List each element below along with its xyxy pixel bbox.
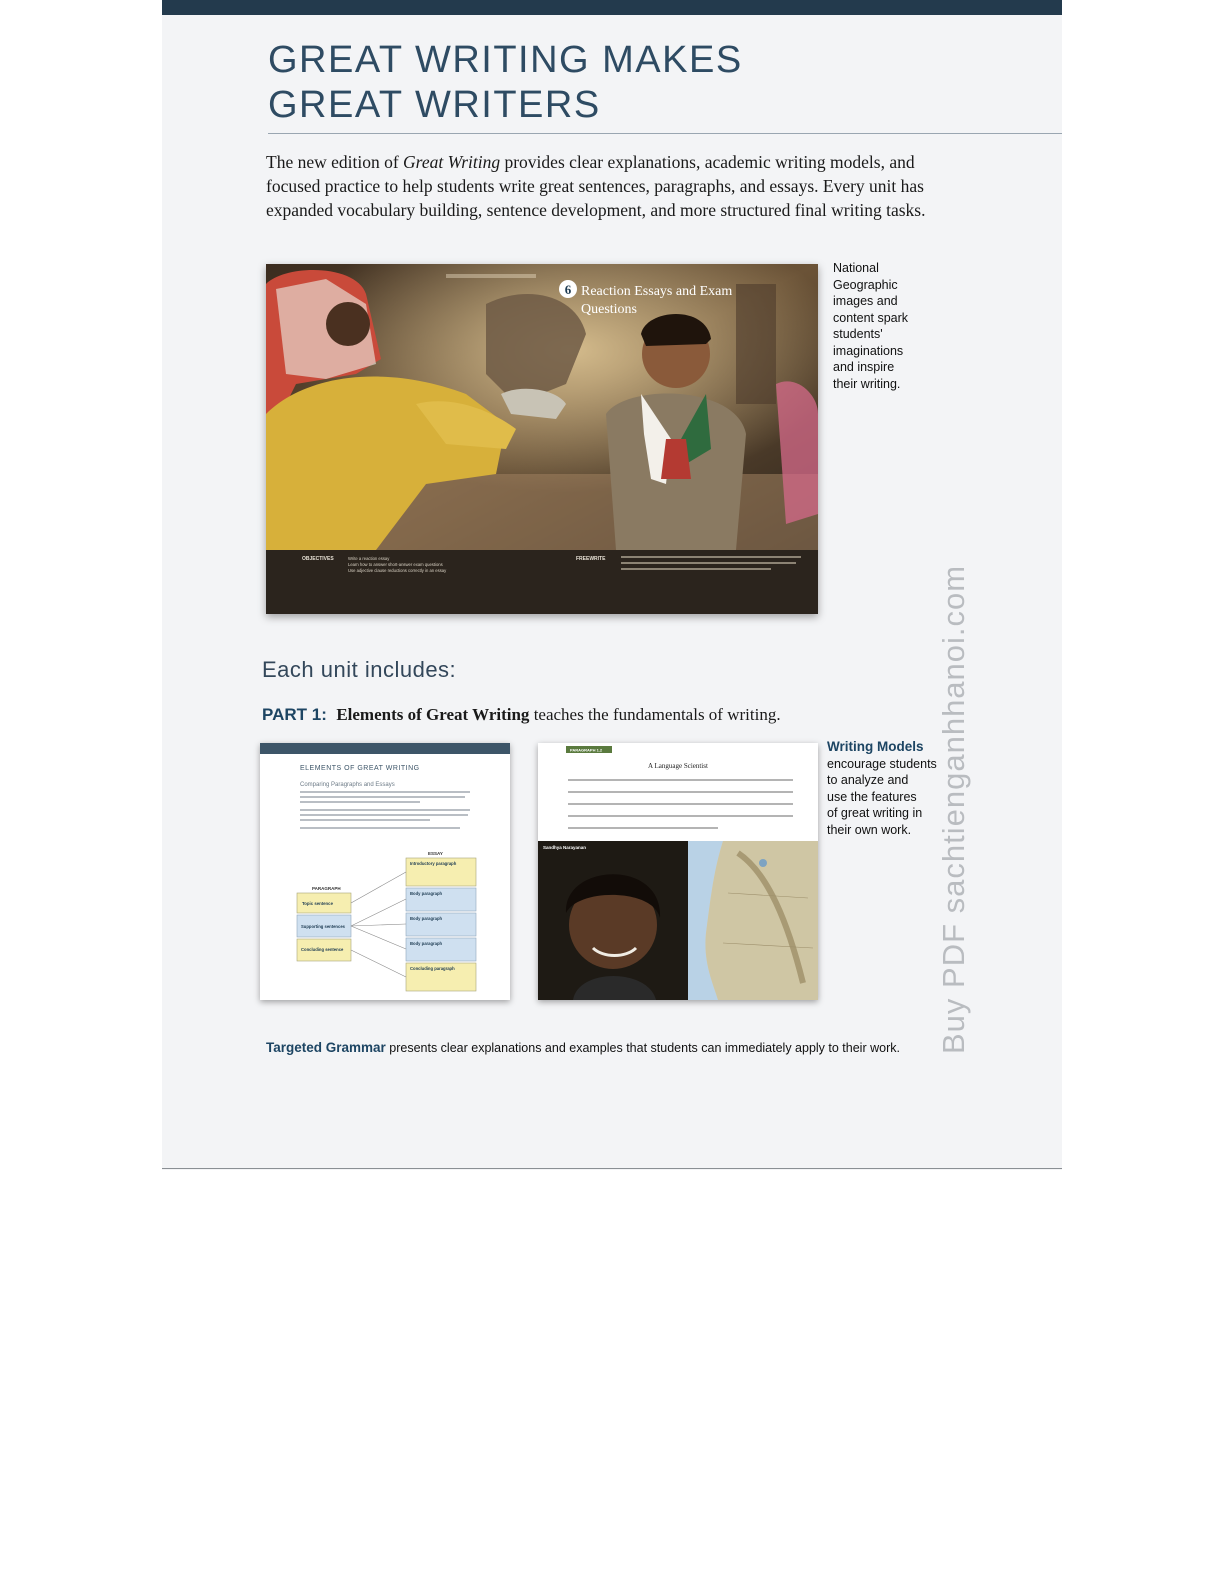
unit-title-line-2: Questions bbox=[581, 302, 637, 317]
title-line-2: GREAT WRITERS bbox=[268, 84, 601, 126]
caption-line: students' bbox=[833, 327, 883, 341]
caption-line: images and bbox=[833, 294, 898, 308]
hero-caption bbox=[833, 260, 925, 392]
watermark: Buy PDF sachtienganhhanoi.com bbox=[936, 564, 971, 1054]
title-line-1: GREAT WRITING MAKES bbox=[268, 39, 743, 81]
unit-number: 6 bbox=[564, 282, 572, 297]
essay-label: ESSAY bbox=[428, 851, 443, 856]
intro-text-end: provides clear explanations, academic writing models, and focused practice to help students write great sentences, paragraphs, and essays. Every unit has expanded vocabulary building, sentence development, and more structured final writing tasks. bbox=[266, 152, 926, 220]
essay-box-4: Body paragraph bbox=[410, 941, 443, 946]
paragraph-label: PARAGRAPH bbox=[312, 886, 341, 891]
essay-box-2: Body paragraph bbox=[410, 891, 443, 896]
caption-line: and inspire bbox=[833, 360, 895, 374]
freewrite-label: FREEWRITE bbox=[576, 556, 606, 562]
models-line: their own work. bbox=[827, 822, 912, 837]
unit-opener-image bbox=[266, 264, 818, 614]
elements-diagram bbox=[260, 743, 510, 1000]
caption-line: imaginations bbox=[833, 343, 904, 358]
each-unit-heading: Each unit includes: bbox=[262, 657, 457, 682]
part-1-line bbox=[262, 705, 781, 725]
models-line: encourage students bbox=[827, 756, 937, 771]
intro-text-start: The new edition of bbox=[266, 152, 404, 172]
targeted-grammar-text: presents clear explanations and examples that students can immediately apply to their work. bbox=[385, 1041, 900, 1055]
part-1-label: PART 1: bbox=[262, 705, 327, 724]
essay-box-5: Concluding paragraph bbox=[410, 966, 455, 971]
hero-photo bbox=[266, 264, 818, 550]
models-line: to analyze and bbox=[827, 773, 909, 787]
header-bar bbox=[162, 0, 1062, 15]
writing-models-caption bbox=[827, 739, 947, 838]
targeted-grammar-caption bbox=[266, 1040, 900, 1055]
paragraph-tag: PARAGRAPH 1.2 bbox=[570, 747, 603, 753]
model-title: A Language Scientist bbox=[648, 762, 708, 770]
part-1-description: teaches the fundamentals of writing. bbox=[529, 705, 781, 724]
paragraph-box-3: Concluding sentence bbox=[301, 947, 344, 952]
models-line: use the features bbox=[827, 789, 917, 804]
elements-page-thumbnail bbox=[260, 743, 510, 1000]
targeted-grammar-label: Targeted Grammar bbox=[266, 1040, 386, 1055]
thumb-left-subheading: Comparing Paragraphs and Essays bbox=[300, 782, 395, 788]
objectives-band bbox=[266, 550, 818, 614]
essay-box-3: Body paragraph bbox=[410, 916, 443, 921]
caption-line: content spark bbox=[833, 310, 909, 325]
page-bottom-border bbox=[162, 1168, 1062, 1169]
objectives-label: OBJECTIVES bbox=[302, 556, 334, 562]
models-line: of great writing in bbox=[827, 806, 923, 820]
page-title bbox=[268, 38, 743, 128]
part-1-title: Elements of Great Writing bbox=[336, 705, 530, 724]
objective-3: Use adjective clause reductions correctly in an essay bbox=[348, 568, 447, 573]
intro-book-title: Great Writing bbox=[403, 152, 501, 172]
paragraph-box-1: Topic sentence bbox=[302, 901, 333, 906]
objective-1: Write a reaction essay bbox=[348, 556, 390, 561]
caption-line: their writing. bbox=[833, 376, 901, 391]
objective-2: Learn how to answer short-answer exam questions bbox=[348, 562, 443, 567]
essay-box-1: Introductory paragraph bbox=[410, 861, 457, 866]
writing-models-label: Writing Models bbox=[827, 739, 924, 754]
title-divider bbox=[268, 133, 1062, 134]
thumb-left-heading: ELEMENTS OF GREAT WRITING bbox=[300, 765, 420, 772]
caption-line: Geographic bbox=[833, 277, 898, 292]
caption-line: National bbox=[833, 261, 879, 275]
writing-model-thumbnail bbox=[538, 743, 818, 1000]
paragraph-box-2: Supporting sentences bbox=[301, 924, 345, 929]
photo-label: Sandhya Narayanan bbox=[543, 845, 587, 850]
intro-paragraph bbox=[266, 150, 926, 222]
writing-model-page bbox=[538, 743, 818, 1000]
unit-title-line-1: Reaction Essays and Exam bbox=[581, 284, 733, 299]
page bbox=[162, 0, 1062, 1170]
